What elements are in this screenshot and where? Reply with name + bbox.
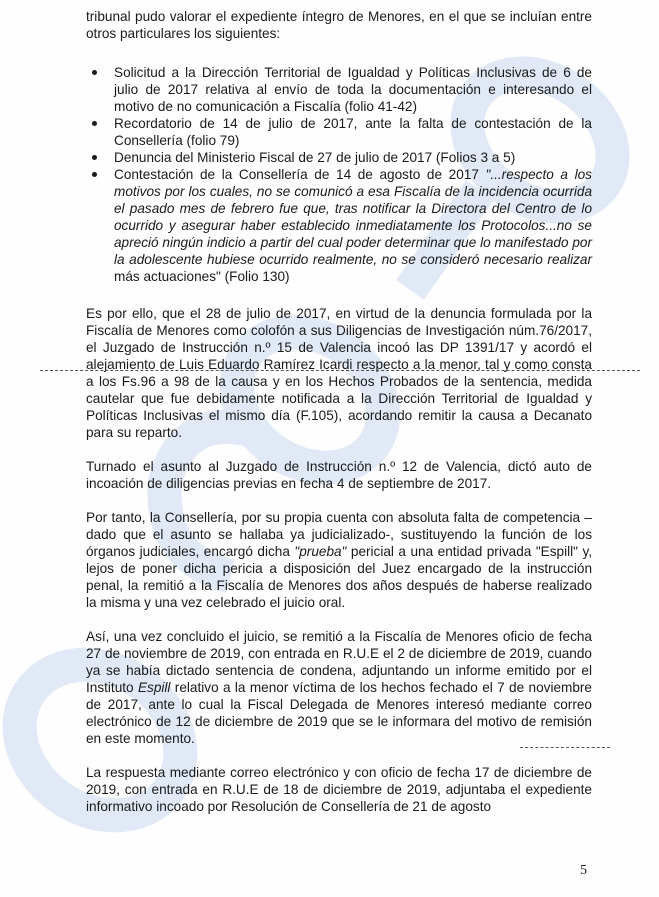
paragraph-text: Así, una vez concluido el juicio, se remitió a la Fiscalía de Menores oficio de fecha 27 de noviembre de 2019, con entrada en R.U.E el 2 de diciembre de 2019, cuando ya se había dictado sentencia de condena, adjuntando un informe emitido por el Instituto: [86, 629, 592, 695]
list-item-text: Contestación de la Consellería de 14 de agosto de 2017: [114, 167, 486, 182]
list-item: [86, 166, 592, 285]
paragraph-text: Por tanto, la Consellería, por su propia cuenta con absoluta falta de competencia –dado que el asunto se hallaba ya judicializado-, sustituyendo la función de los órganos judiciales, encargó dicha: [86, 510, 592, 559]
list-item-text: Solicitud a la Dirección Territorial de Igualdad y Políticas Inclusivas de 6 de julio de 2017 relativa al envío de toda la documentación e interesando el motivo de no comunicación a Fiscalía (folio 41-42): [114, 65, 592, 114]
bullet-icon: [92, 172, 97, 177]
paragraph-2: Es por ello, que el 28 de julio de 2017, en virtud de la denuncia formulada por la Fiscalía de Menores como colofón a sus Diligencias de Investigación núm.76/2017, el Juzgado de Instrucción n.º 15 de Valencia incoó las DP 1391/17 y acordó el alejamiento de Luis Eduardo Ramírez Icardi respecto a la menor, tal y como consta a los Fs.96 a 98 de la causa y en los Hechos Probados de la sentencia, medida cautelar que fue debidamente notificada a la Dirección Territorial de Igualdad y Políticas Inclusivas el mismo día (F.105), acordando remitir la causa a Decanato para su reparto.: [86, 306, 592, 440]
paragraph-3: Turnado el asunto al Juzgado de Instrucción n.º 12 de Valencia, dictó auto de incoación de diligencias previas en fecha 4 de septiembre de 2017.: [86, 459, 592, 491]
page-number: 5: [580, 863, 587, 878]
paragraph-italic: "prueba": [294, 544, 347, 559]
list-item-text: Denuncia del Ministerio Fiscal de 27 de julio de 2017 (Folios 3 a 5): [114, 150, 516, 165]
list-item: [86, 149, 592, 166]
bullet-icon: [92, 155, 97, 160]
paragraph-text: pericial a una entidad privada "Espill" y, lejos de poner dicha pericia a disposición del Juez encargado de la instrucción penal, la remitió a la Fiscalía de Menores dos años después de haberse realizado la misma y una vez celebrado el juicio oral.: [86, 544, 593, 610]
bullet-icon: [92, 70, 97, 75]
list-item: [86, 64, 592, 115]
paragraph-4: [86, 509, 592, 611]
bullet-list: [86, 64, 592, 285]
list-item: [86, 115, 592, 149]
paragraph-text: relativo a la menor víctima de los hechos fechado el 7 de noviembre de 2017, ante lo cual la Fiscal Delegada de Menores interesó mediante correo electrónico de 12 de diciembre de 2019 que se le informara del motivo de remisión en este momento.: [86, 680, 592, 746]
scan-artifact-line: [40, 370, 640, 372]
paragraph-5: [86, 628, 592, 747]
list-item-quote: "...respecto a los motivos por los cuales, no se comunicó a esa Fiscalía de la incidencia ocurrida el pasado mes de febrero fue que, tras notificar la Directora del Centro de lo ocurrido y asegurar haber establecido inmediatamente los Protocolos...no se apreció ningún indicio a partir del cual poder determinar que lo manifestado por la adolescente hubiese ocurrido realmente, no se consideró necesario realizar: [114, 167, 592, 267]
scan-artifact-line: [520, 747, 610, 749]
list-item-text: más actuaciones" (Folio 130): [114, 269, 290, 284]
paragraph-intro: tribunal pudo valorar el expediente íntegro de Menores, en el que se incluían entre otros particulares los siguientes:: [86, 9, 592, 41]
paragraph-6: La respuesta mediante correo electrónico y con oficio de fecha 17 de diciembre de 2019, con entrada en R.U.E de 18 de diciembre de 2019, adjuntaba el expediente informativo incoado por Resolución de Consellería de 21 de agosto: [86, 765, 592, 814]
paragraph-italic: Espill: [137, 680, 171, 695]
list-item-text: Recordatorio de 14 de julio de 2017, ante la falta de contestación de la Consellería (folio 79): [114, 116, 592, 148]
bullet-icon: [92, 121, 97, 126]
document-body: [86, 8, 592, 815]
